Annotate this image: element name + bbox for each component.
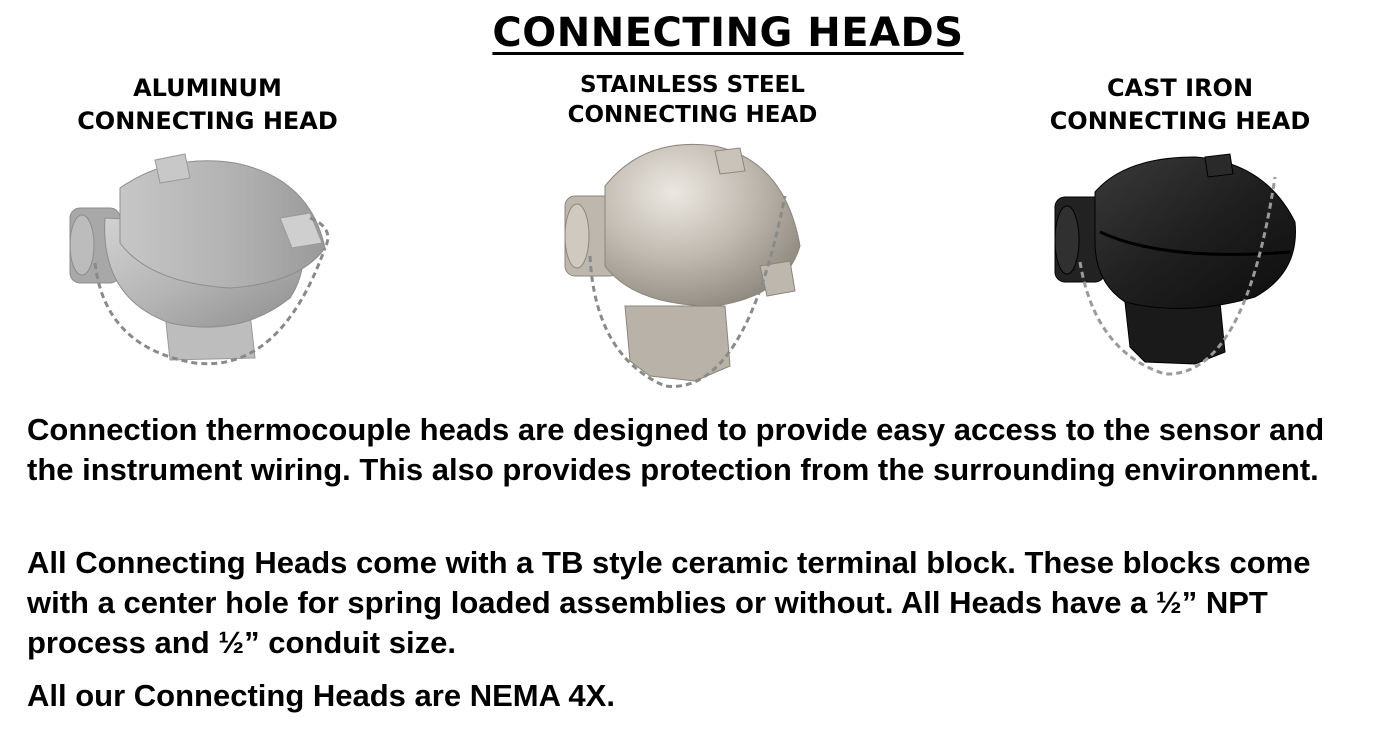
cast-iron-head-illustration: [1045, 152, 1315, 382]
cast-iron-connecting-head-image: [1045, 152, 1315, 382]
stainless-steel-head-label-line1: STAINLESS STEEL: [580, 72, 805, 98]
cast-iron-head-label-line2: CONNECTING HEAD: [1049, 107, 1311, 135]
stainless-steel-connecting-head-image: [555, 136, 815, 396]
aluminum-head-illustration: [60, 148, 350, 388]
description-paragraph-3: All our Connecting Heads are NEMA 4X.: [27, 678, 615, 713]
page-title: [0, 10, 1379, 56]
description-paragraph-2: All Connecting Heads come with a TB style ceramic terminal block. These blocks come with a center hole for spring loaded assemblies or without. All Heads have a ½” NPT process and ½” conduit size.: [27, 545, 1311, 660]
aluminum-connecting-head-image: [60, 148, 350, 388]
aluminum-head-label-line1: ALUMINUM: [133, 74, 282, 102]
stainless-steel-head-label-line2: CONNECTING HEAD: [567, 102, 818, 128]
cast-iron-head-label-line1: CAST IRON: [1106, 74, 1254, 102]
page-title-text: CONNECTING HEADS: [492, 10, 964, 56]
stainless-steel-head-illustration: [555, 136, 815, 396]
aluminum-head-label: [40, 72, 375, 138]
cast-iron-head-label: [1010, 72, 1350, 138]
aluminum-head-label-line2: CONNECTING HEAD: [77, 107, 338, 135]
stainless-steel-head-label: [530, 70, 855, 130]
description-paragraph-1: Connection thermocouple heads are designed to provide easy access to the sensor and the instrument wiring. This also provides protection from the surrounding environment.: [27, 412, 1325, 487]
